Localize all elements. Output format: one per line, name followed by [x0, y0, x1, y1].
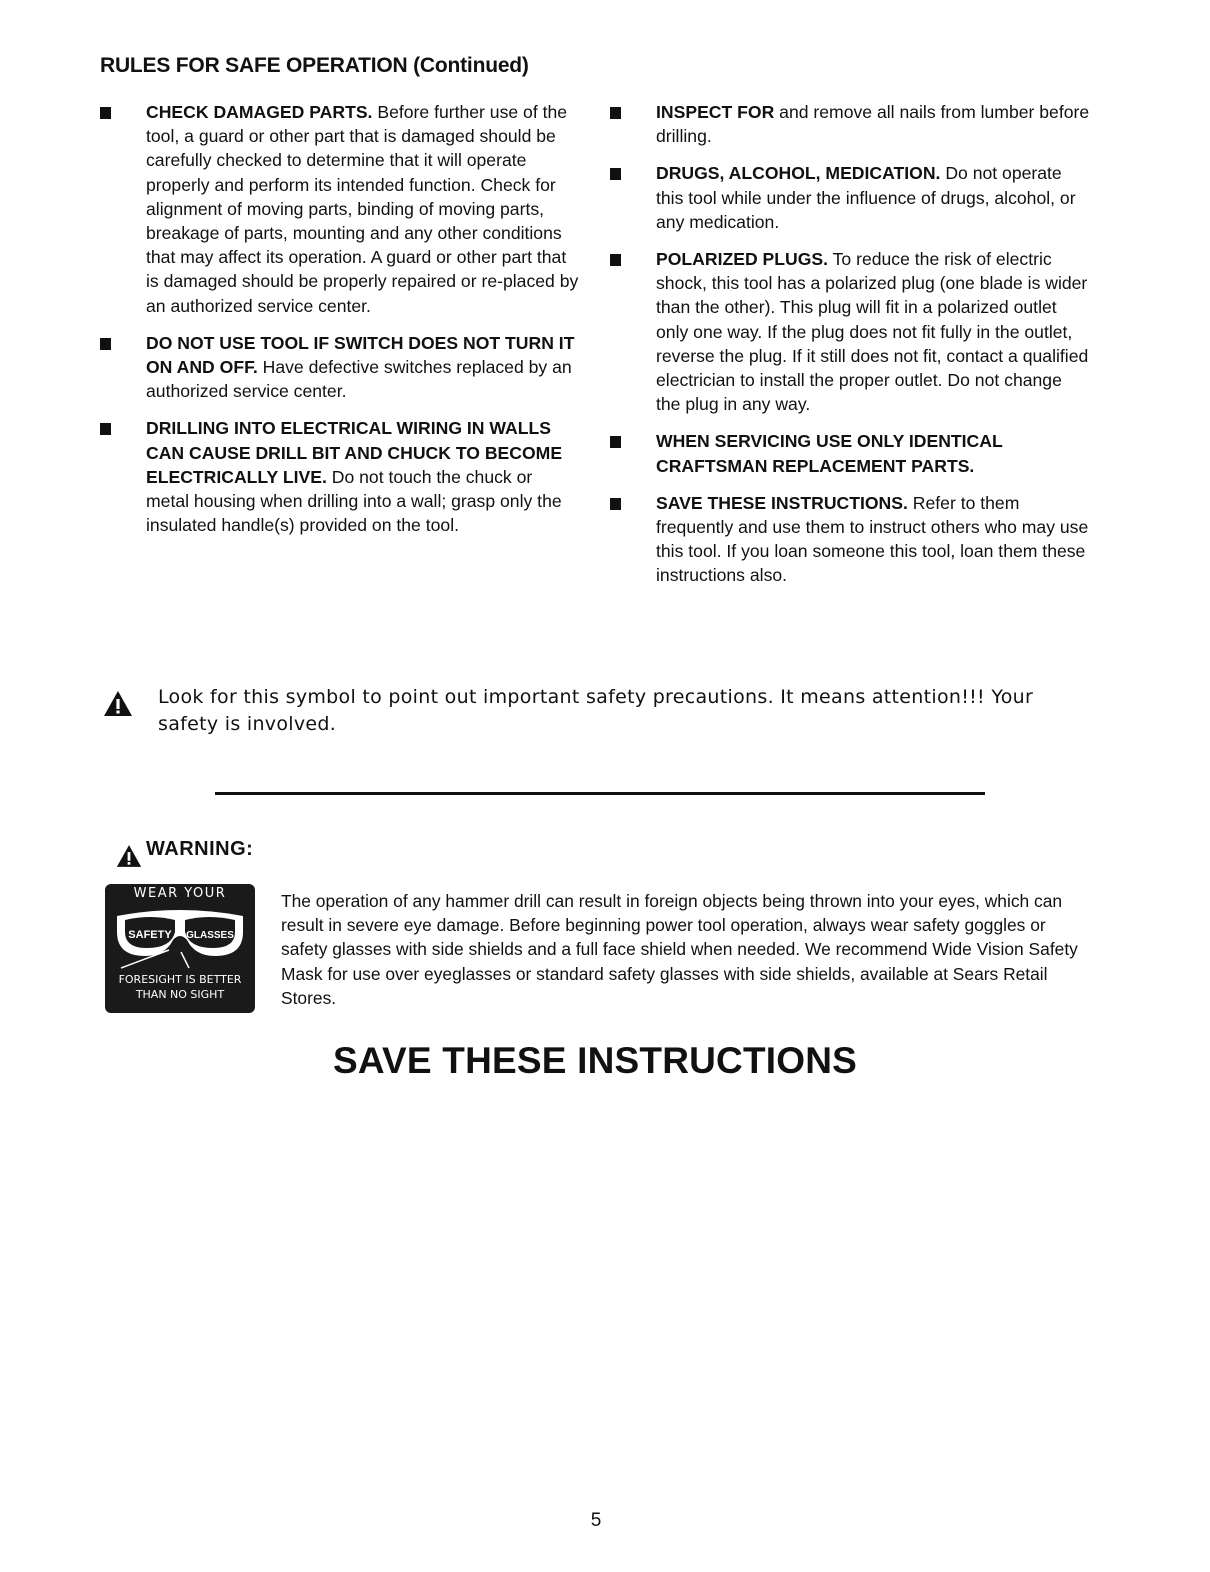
section-divider — [215, 792, 985, 795]
square-bullet-icon — [100, 107, 111, 119]
rule-lead: SAVE THESE INSTRUCTIONS. — [656, 492, 908, 513]
rule-lead: POLARIZED PLUGS. — [656, 249, 829, 270]
badge-bottom-line1: FORESIGHT IS BETTER — [118, 973, 242, 986]
rule-text — [656, 247, 1090, 416]
attention-note — [103, 684, 1093, 738]
rule-drugs-alcohol — [610, 161, 1090, 234]
rule-text — [146, 416, 580, 537]
rule-body: Do not touch the chuck or metal housing when drilling into a wall; grasp only the insulated handle(s) provided on the tool. — [146, 466, 562, 536]
square-bullet-icon — [610, 436, 621, 448]
rule-text — [656, 491, 1090, 588]
safety-goggles-icon — [111, 902, 249, 972]
rule-body: To reduce the risk of electric shock, this tool has a polarized plug (one blade is wider than the other). This plug will fit in a polarized outlet only one way. If the plug does not fit fully in the outlet, reverse the plug. If it still does not fit, contact a qualified electrician to install the proper outlet. Do not change the plug in any way. — [656, 249, 1089, 415]
safety-alert-icon — [116, 844, 142, 868]
page-number: 5 — [590, 1510, 602, 1531]
rule-lead: INSPECT FOR — [656, 102, 775, 122]
rule-polarized-plugs — [610, 247, 1090, 416]
rule-body: and remove all nails from lumber before drilling. — [656, 102, 1090, 147]
square-bullet-icon — [100, 338, 111, 350]
save-instructions-title: SAVE THESE INSTRUCTIONS — [332, 1040, 858, 1081]
badge-lens-left-text: SAFETY — [128, 929, 172, 941]
square-bullet-icon — [610, 168, 621, 180]
attention-text: Look for this symbol to point out important safety precautions. It means attention!!! Your safety is involved. — [158, 686, 1034, 735]
safety-glasses-badge — [105, 884, 255, 1013]
badge-top-text: WEAR YOUR — [133, 886, 227, 901]
rule-electrical-wiring — [100, 416, 580, 537]
warning-text: The operation of any hammer drill can result in foreign objects being thrown into your eyes, which can result in severe eye damage. Before beginning power tool operation, always wear safety goggles or safety glasses with side shields and a full face shield when needed. We recommend Wide Vision Safety Mask for use over eyeglasses or standard safety glasses with side shields, available at Sears Retail Stores. — [281, 891, 1078, 1008]
rule-lead: DRUGS, ALCOHOL, MEDICATION. — [656, 163, 941, 184]
warning-label: WARNING: — [146, 838, 254, 860]
rule-body: Before further use of the tool, a guard or other part that is damaged should be carefully checked to determine that it will operate properly and perform its intended function. Check for alignment of moving parts, binding of moving parts, breakage of parts, mounting and any other conditions that may affect its operation. A guard or other part that is damaged should be properly repaired or re-placed by an authorized service center. — [146, 102, 579, 316]
rule-check-damaged-parts — [100, 100, 580, 318]
rule-text — [656, 429, 1090, 477]
rule-body: Have defective switches replaced by an authorized service center. — [146, 357, 572, 402]
rule-body: Refer to them frequently and use them to instruct others who may use this tool. If you loan someone this tool, loan them these instructions also. — [656, 492, 1089, 586]
right-rules-column — [610, 100, 1090, 601]
section-title: RULES FOR SAFE OPERATION (Continued) — [100, 54, 529, 77]
rule-replacement-parts — [610, 429, 1090, 477]
left-rules-column — [100, 100, 580, 550]
square-bullet-icon — [100, 423, 111, 435]
rule-lead: WHEN SERVICING USE ONLY IDENTICAL CRAFTSMAN REPLACEMENT PARTS. — [656, 431, 1003, 476]
rule-text — [656, 100, 1090, 148]
rule-lead: DRILLING INTO ELECTRICAL WIRING IN WALLS CAN CAUSE DRILL BIT AND CHUCK TO BECOME ELECTRICALLY LIVE. — [146, 418, 563, 487]
rule-lead: DO NOT USE TOOL IF SWITCH DOES NOT TURN IT ON AND OFF. — [146, 332, 575, 378]
rule-text — [146, 331, 580, 404]
safety-alert-icon — [103, 690, 133, 717]
rule-text — [656, 161, 1090, 234]
rule-body: Do not operate this tool while under the influence of drugs, alcohol, or any medication. — [656, 163, 1076, 232]
badge-bottom-text — [105, 972, 255, 1002]
rule-inspect-for — [610, 100, 1090, 148]
square-bullet-icon — [610, 107, 621, 119]
square-bullet-icon — [610, 254, 621, 266]
rule-switch — [100, 331, 580, 404]
badge-bottom-line2: THAN NO SIGHT — [135, 988, 225, 1001]
rule-save-instructions — [610, 491, 1090, 588]
badge-lens-right-text: GLASSES — [186, 930, 234, 941]
rule-text — [146, 100, 580, 318]
rule-lead: CHECK DAMAGED PARTS. — [146, 102, 373, 122]
square-bullet-icon — [610, 498, 621, 510]
